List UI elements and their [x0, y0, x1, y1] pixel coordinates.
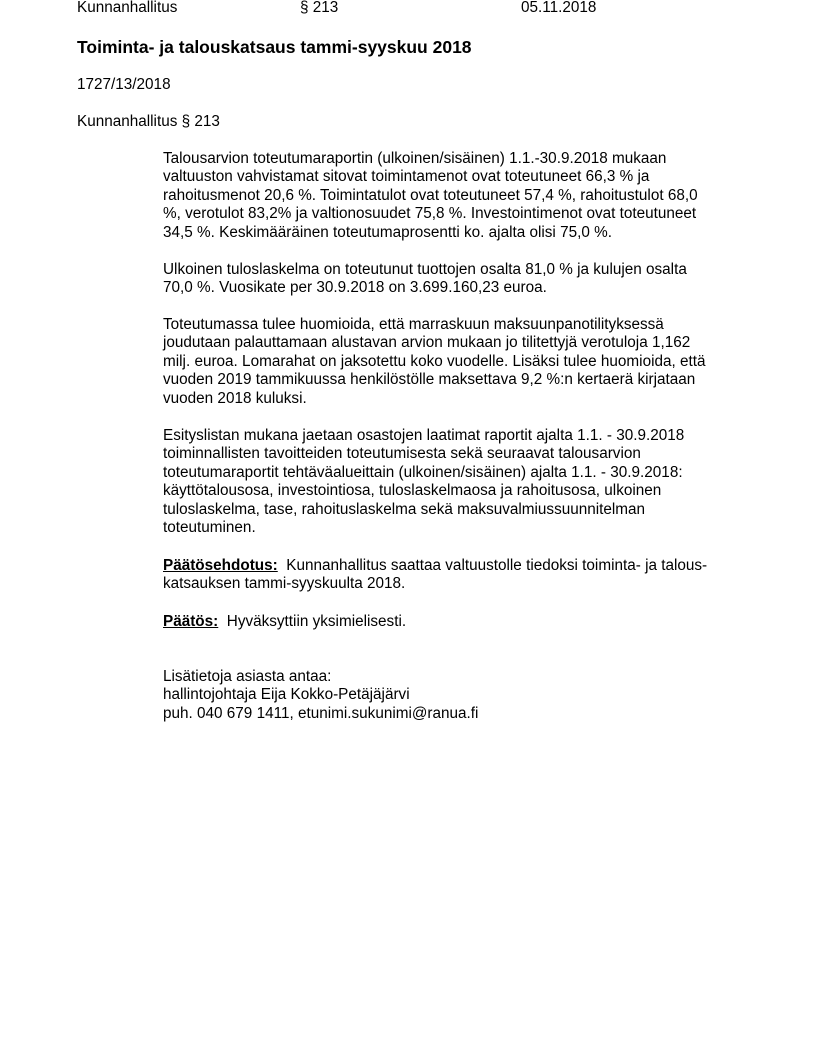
section-reference: Kunnanhallitus § 213 [77, 113, 220, 130]
text-line: Toteutumassa tulee huomioida, että marraskuun maksuunpanotilityksessä [163, 316, 664, 333]
text-line: tuloslaskelma, tase, rahoituslaskelma sekä maksuvalmiussuunnitelman [163, 500, 646, 518]
text-line: käyttötalousosa, investointiosa, tuloslaskelmaosa ja rahoitusosa, ulkoinen [163, 482, 662, 500]
text-line: toteutumaraportit tehtäväalueittain (ulkoinen/sisäinen) ajalta 1.1. - 30.9.2018: [163, 463, 683, 481]
text-line: Esityslistan mukana jaetaan osastojen laatimat raportit ajalta 1.1. - 30.9.2018 [163, 427, 685, 444]
document-title: Toiminta- ja talouskatsaus tammi-syyskuu 2018 [77, 37, 472, 57]
header-body: Kunnanhallitus [77, 0, 178, 16]
diary-number: 1727/13/2018 [77, 76, 171, 93]
text-line: 70,0 %. Vuosikate per 30.9.2018 on 3.699.160,23 euroa. [163, 279, 547, 297]
proposal-label: Päätösehdotus: [163, 557, 278, 574]
paragraph-budget [163, 150, 698, 242]
header-section: § 213 [300, 0, 339, 16]
text-line: 34,5 %. Keskimääräinen toteutumaprosentti ko. ajalta olisi 75,0 %. [163, 223, 612, 241]
decision-text: Hyväksyttiin yksimielisesti. [226, 613, 407, 630]
decision [163, 613, 406, 631]
text-line: vuoden 2019 tammikuussa henkilöstölle maksettava 9,2 %:n kertaerä kirjataan [163, 371, 696, 389]
text-line: valtuuston vahvistamat sitovat toimintamenot ovat toteutuneet 66,3 % ja [163, 168, 650, 186]
paragraph-income-statement [163, 261, 687, 298]
text-line: toiminnallisten tavoitteiden toteutumisesta sekä seuraavat talousarvion [163, 445, 641, 463]
contact-line: puh. 040 679 1411, etunimi.sukunimi@ranua.fi [163, 704, 479, 722]
text-line: vuoden 2018 kuluksi. [163, 389, 307, 407]
decision-label: Päätös: [163, 613, 219, 630]
text-line: milj. euroa. Lomarahat on jaksotettu koko vuodelle. Lisäksi tulee huomioida, että [163, 352, 706, 370]
proposal-text-cont: katsauksen tammi-syyskuulta 2018. [163, 575, 406, 593]
text-line: %, verotulot 83,2% ja valtionosuudet 75,8 %. Investointimenot ovat toteutuneet [163, 205, 697, 223]
header-date: 05.11.2018 [521, 0, 597, 16]
proposal-text: Kunnanhallitus saattaa valtuustolle tiedoksi toiminta- ja talous- [286, 557, 708, 574]
text-line: rahoitusmenot 20,6 %. Toimintatulot ovat toteutuneet 57,4 %, rahoitustulot 68,0 [163, 186, 698, 204]
paragraph-notes [163, 316, 706, 408]
text-line: joudutaan palauttamaan alustavan arvion mukaan jo tilitettyjä verotuloja 1,162 [163, 334, 691, 352]
text-line: Ulkoinen tuloslaskelma on toteutunut tuottojen osalta 81,0 % ja kulujen osalta [163, 261, 687, 278]
proposal [163, 557, 707, 594]
text-line: toteutuminen. [163, 519, 256, 537]
contact-line: Lisätietoja asiasta antaa: [163, 668, 332, 685]
contact-info [163, 668, 478, 723]
paragraph-attachments [163, 427, 684, 537]
text-line: Talousarvion toteutumaraportin (ulkoinen/sisäinen) 1.1.-30.9.2018 mukaan [163, 150, 667, 167]
contact-line: hallintojohtaja Eija Kokko-Petäjäjärvi [163, 686, 410, 704]
